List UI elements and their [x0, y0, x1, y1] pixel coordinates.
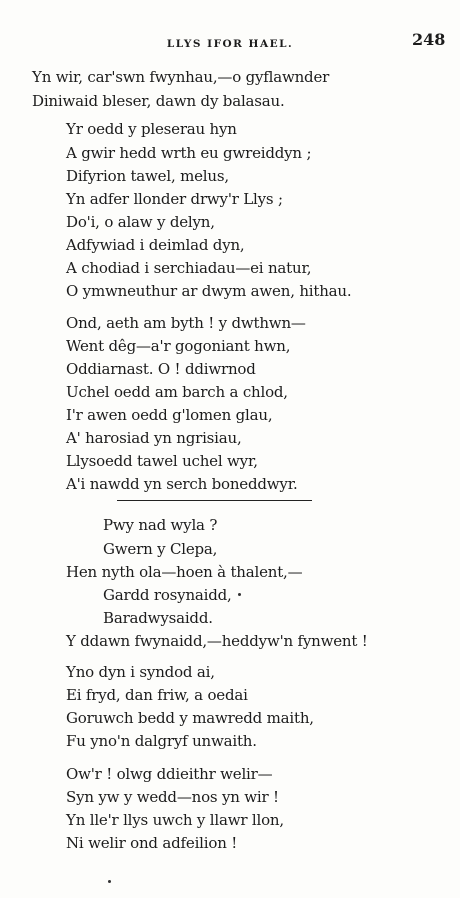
verse-line: Ow'r ! olwg ddieithr welir—: [66, 765, 273, 783]
verse-line: Gwern y Clepa,: [103, 540, 218, 558]
verse-line: Baradwysaidd.: [103, 609, 213, 627]
verse-line: Yn adfer llonder drwy'r Llys ;: [66, 190, 283, 208]
verse-line: Ei fryd, dan friw, a oedai: [66, 686, 248, 704]
section-divider: [117, 500, 312, 501]
verse-line: Ni welir ond adfeilion !: [66, 834, 238, 852]
verse-line: Oddiarnast. O ! ddiwrnod: [66, 360, 256, 378]
verse-line: Llysoedd tawel uchel wyr,: [66, 452, 258, 470]
verse-line: A chodiad i serchiadau—ei natur,: [66, 259, 312, 277]
print-speck: [108, 880, 111, 883]
verse-line: Uchel oedd am barch a chlod,: [66, 383, 288, 401]
verse-line: Ond, aeth am byth ! y dwthwn—: [66, 314, 306, 332]
verse-line: Gardd rosynaidd,: [103, 586, 232, 604]
verse-line: Fu yno'n dalgryf unwaith.: [66, 732, 257, 750]
verse-line: Adfywiad i deimlad dyn,: [66, 236, 245, 254]
print-speck: [238, 593, 241, 596]
verse-line: Yr oedd y pleserau hyn: [66, 120, 237, 138]
verse-line: Yno dyn i syndod ai,: [66, 663, 215, 681]
verse-line: Goruwch bedd y mawredd maith,: [66, 709, 314, 727]
page-number: 248: [412, 30, 446, 49]
verse-line: Hen nyth ola—hoen à thalent,—: [66, 563, 303, 581]
verse-line: Y ddawn fwynaidd,—heddyw'n fynwent !: [66, 632, 368, 650]
verse-line: A gwir hedd wrth eu gwreiddyn ;: [66, 144, 312, 162]
verse-line: O ymwneuthur ar dwym awen, hithau.: [66, 282, 352, 300]
verse-line: Yn wir, car'swn fwynhau,—o gyflawnder: [32, 68, 330, 86]
verse-line: I'r awen oedd g'lomen glau,: [66, 406, 273, 424]
verse-line: Syn yw y wedd—nos yn wir !: [66, 788, 279, 806]
verse-line: Went dêg—a'r gogoniant hwn,: [66, 337, 291, 355]
running-title: LLYS IFOR HAEL.: [166, 38, 294, 50]
verse-line: A' harosiad yn ngrisiau,: [66, 429, 242, 447]
verse-line: A'i nawdd yn serch boneddwyr.: [66, 475, 298, 493]
verse-line: Do'i, o alaw y delyn,: [66, 213, 215, 231]
verse-line: Difyrion tawel, melus,: [66, 167, 229, 185]
verse-line: Yn lle'r llys uwch y llawr llon,: [66, 811, 284, 829]
verse-line: Pwy nad wyla ?: [103, 516, 218, 534]
verse-line: Diniwaid bleser, dawn dy balasau.: [32, 92, 285, 110]
